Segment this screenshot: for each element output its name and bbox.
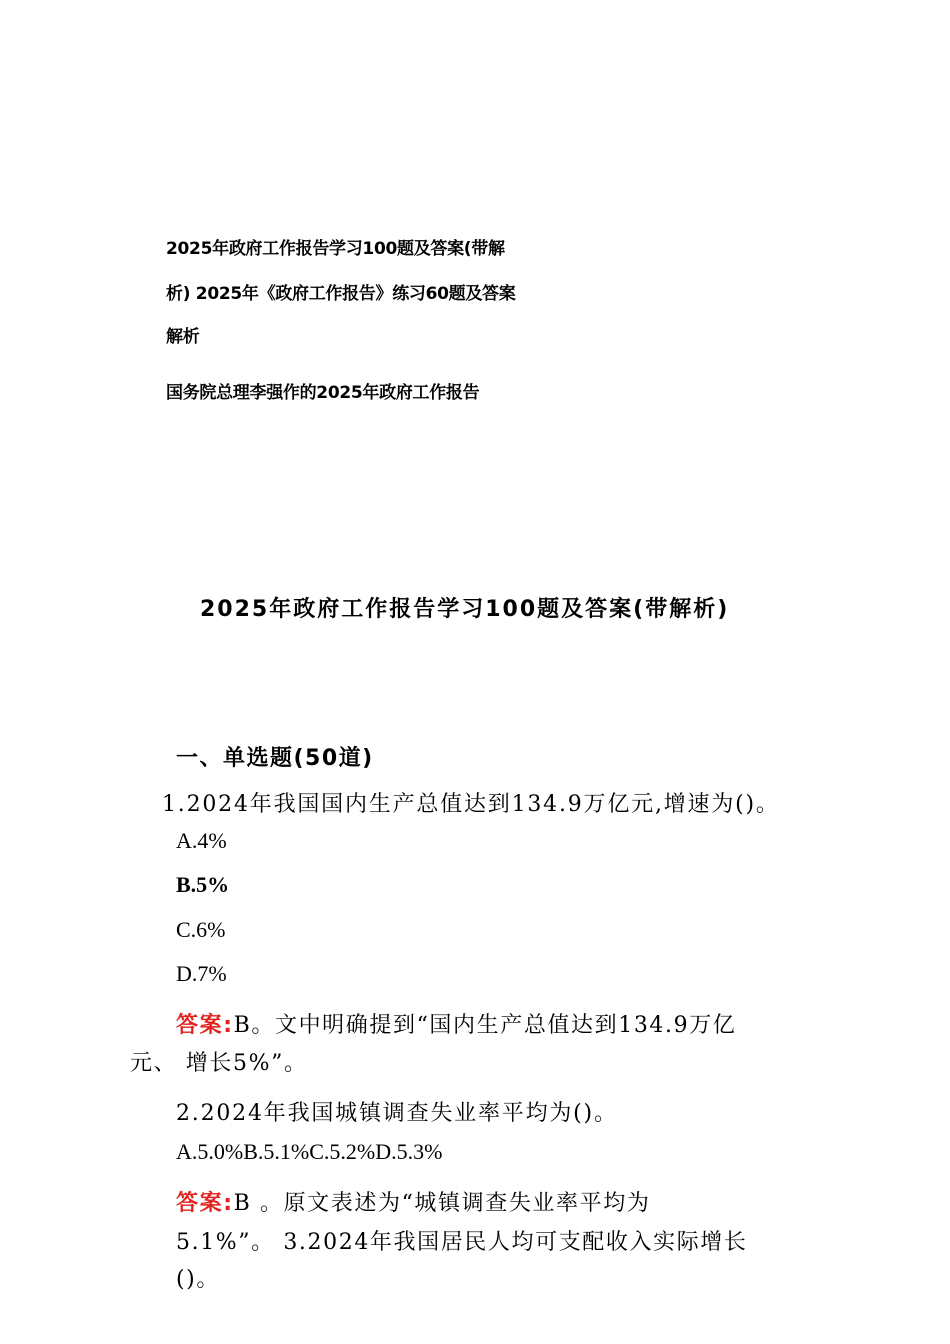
- options-inline: A.5.0%B.5.1%C.5.2%D.5.3%: [176, 1139, 443, 1164]
- answer-line: [176, 1186, 650, 1217]
- answer-continuation: 5.1%”。 3.2024年我国居民人均可支配收入实际增长: [176, 1230, 748, 1255]
- answer-label: 答案:: [176, 1013, 234, 1038]
- option-b: B.5%: [176, 872, 230, 897]
- option-a: A.4%: [176, 828, 227, 853]
- answer-continuation: 元、 增长5%”。: [130, 1051, 308, 1076]
- toc-line-3: 解析: [166, 327, 200, 347]
- toc-line-2: 析) 2025年《政府工作报告》练习60题及答案: [166, 284, 516, 304]
- document-title: 2025年政府工作报告学习100题及答案(带解析): [200, 597, 730, 622]
- toc-line-1: 2025年政府工作报告学习100题及答案(带解: [166, 239, 505, 259]
- answer-continuation-2: ()。: [176, 1267, 220, 1292]
- section-heading: 一、单选题(50道): [176, 746, 374, 771]
- option-d: D.7%: [176, 961, 227, 986]
- answer-label: 答案:: [176, 1191, 234, 1216]
- toc-line-4: 国务院总理李强作的2025年政府工作报告: [166, 383, 480, 403]
- option-c: C.6%: [176, 917, 226, 942]
- answer-text: B 。原文表述为“城镇调查失业率平均为: [233, 1191, 651, 1216]
- question-text: 2.2024年我国城镇调查失业率平均为()。: [176, 1101, 618, 1126]
- answer-line: [176, 1008, 736, 1039]
- question-text: 1.2024年我国国内生产总值达到134.9万亿元,增速为()。: [162, 792, 780, 817]
- answer-text: B。文中明确提到“国内生产总值达到134.9万亿: [233, 1013, 737, 1038]
